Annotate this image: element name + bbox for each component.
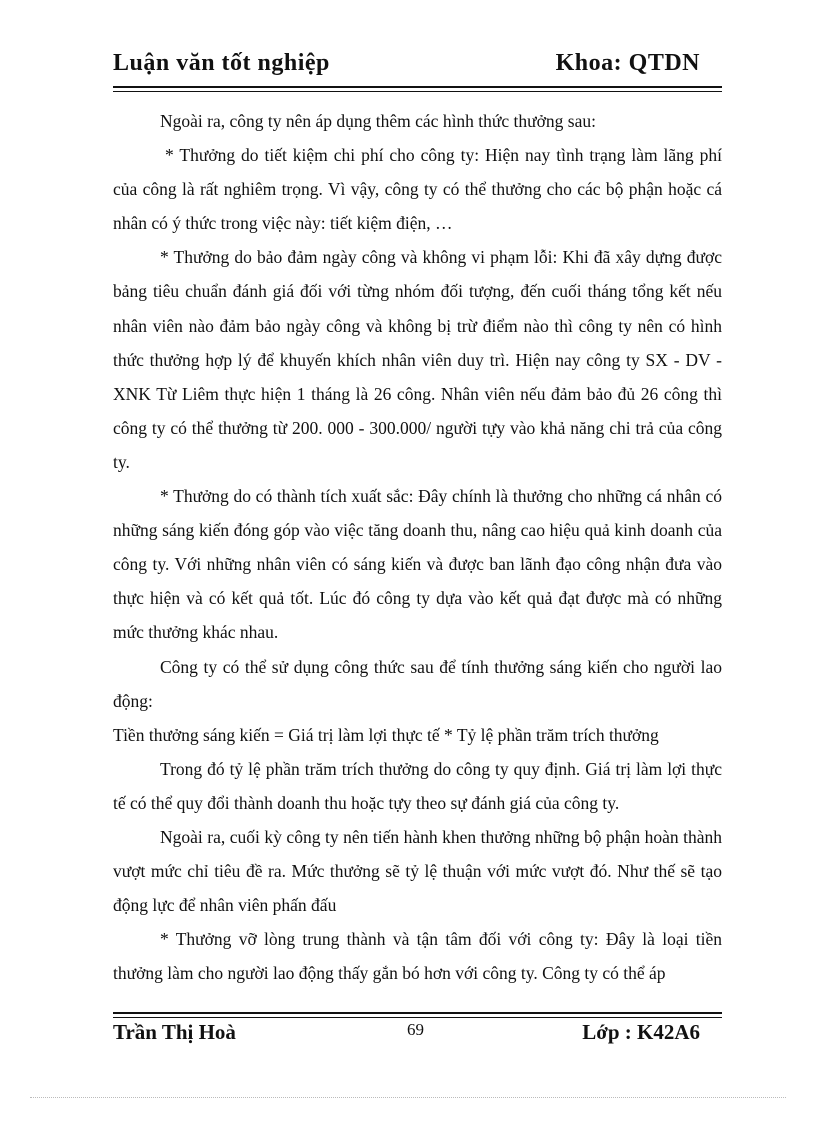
page-number: 69 [407, 1020, 424, 1039]
faculty-label: Khoa: QTDN [555, 50, 700, 76]
paragraph: * Thưởng do có thành tích xuất sắc: Đây chính là thưởng cho những cá nhân có những sáng kiến đóng góp vào việc tăng doanh thu, nâng cao hiệu quả kinh doanh của công ty. Với những nhân viên có sáng kiến và được ban lãnh đạo công nhận đưa vào thực hiện và có kết quả tốt. Lúc đó công ty dựa vào kết quả đạt được mà có những mức thưởng khác nhau. [113, 486, 722, 643]
paragraph: * Thưởng do bảo đảm ngày công và không vi phạm lỗi: Khi đã xây dựng được bảng tiêu chuẩn đánh giá đối với từng nhóm đối tượng, đến cuối tháng tổng kết nếu nhân viên nào đảm bảo ngày công và không bị trừ điểm nào thì công ty nên có hình thức thưởng hợp lý để khuyến khích nhân viên duy trì. Hiện nay công ty SX - DV - XNK Từ Liêm thực hiện 1 tháng là 26 công. Nhân viên nếu đảm bảo đủ 26 công thì công ty có thể thưởng từ 200. 000 - 300.000/ người tựy vào khả năng chi trả của công ty. [113, 247, 722, 472]
paragraph: Công ty có thể sử dụng công thức sau để tính thưởng sáng kiến cho người lao động: [113, 656, 722, 711]
footer-rule-thick [113, 1012, 722, 1014]
class-label: Lớp : K42A6 [582, 1020, 700, 1044]
thesis-title: Luận văn tốt nghiệp [113, 50, 330, 76]
header-rule-thick [113, 86, 722, 88]
page-edge-divider [30, 1097, 786, 1098]
author-name: Trần Thị Hoà [113, 1020, 236, 1044]
paragraph: Ngoài ra, cuối kỳ công ty nên tiến hành khen thưởng những bộ phận hoàn thành vượt mức chỉ tiêu đề ra. Mức thưởng sẽ tỷ lệ thuận với mức vượt đó. Như thế sẽ tạo động lực để nhân viên phấn đấu [113, 826, 722, 916]
formula-line: Tiền thưởng sáng kiến = Giá trị làm lợi thực tế * Tỷ lệ phần trăm trích thưởng [113, 724, 659, 745]
paragraph: * Thưởng vỡ lòng trung thành và tận tâm đối với công ty: Đây là loại tiền thưởng làm cho người lao động thấy gắn bó hơn với công ty. Công ty có thể áp [113, 929, 722, 984]
body-text [113, 104, 722, 990]
footer-rule-thin [113, 1017, 722, 1018]
paragraph: * Thưởng do tiết kiệm chi phí cho công ty: Hiện nay tình trạng làm lãng phí của công là rất nghiêm trọng. Vì vậy, công ty có thể thưởng cho các bộ phận hoặc cá nhân có ý thức trong việc này: tiết kiệm điện, … [113, 145, 722, 234]
paragraph: Ngoài ra, công ty nên áp dụng thêm các hình thức thưởng sau: [160, 111, 596, 131]
header-rule-thin [113, 91, 722, 92]
paragraph: Trong đó tỷ lệ phần trăm trích thưởng do công ty quy định. Giá trị làm lợi thực tế có thể quy đổi thành doanh thu hoặc tựy theo sự đánh giá của công ty. [113, 758, 722, 813]
